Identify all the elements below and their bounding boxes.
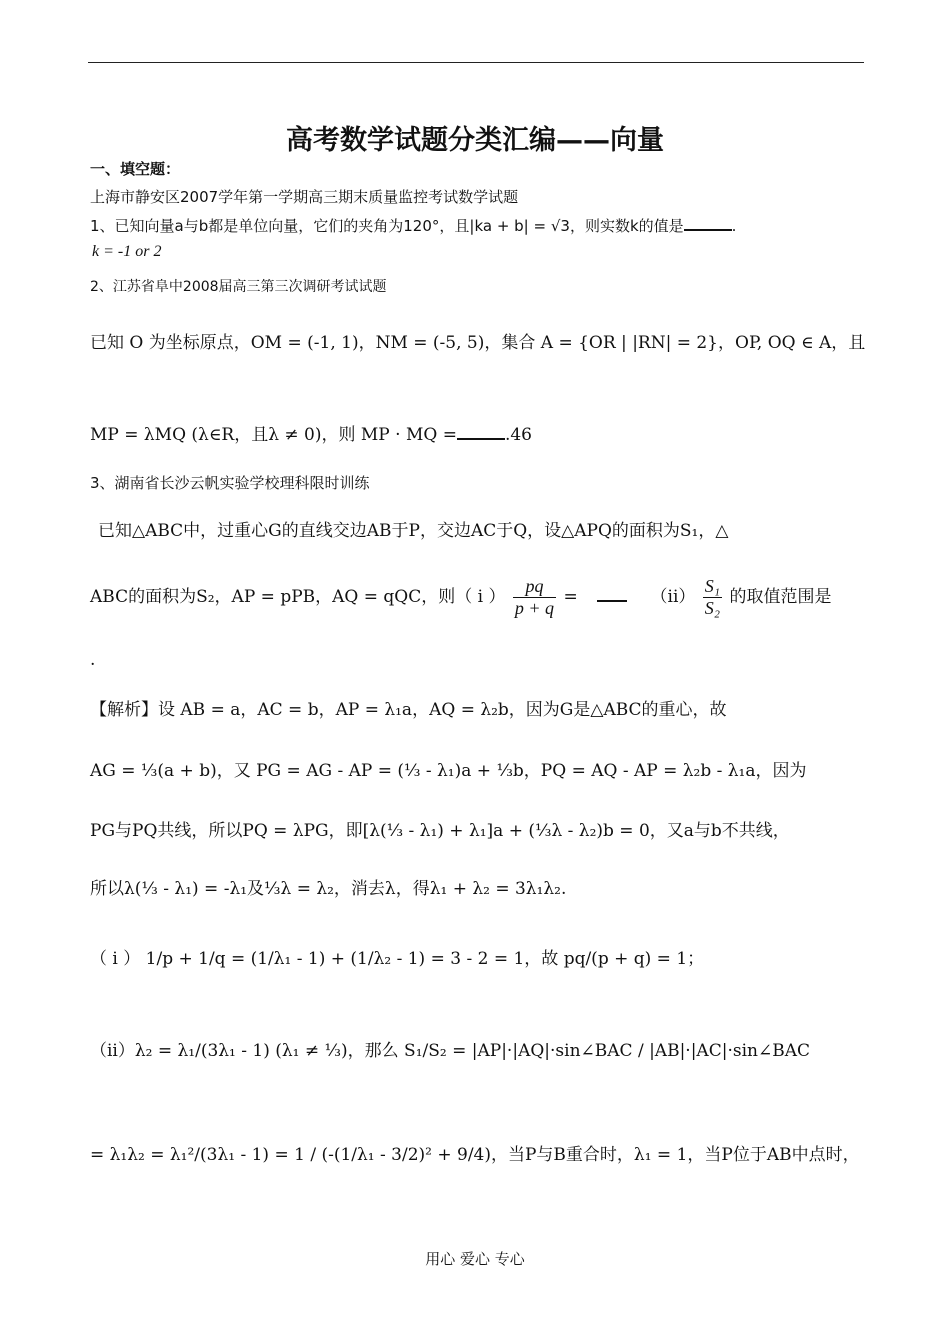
page-footer: 用心 爱心 专心 (425, 1250, 525, 1268)
section-heading: 一、填空题： (90, 160, 181, 178)
solution-line-5: （ i ） 1/p + 1/q = (1/λ₁ - 1) + (1/λ₂ - 1) = 3 - 2 = 1，故 pq/(p + q) = 1； (90, 949, 705, 969)
page-title: 高考数学试题分类汇编——向量 (286, 125, 664, 156)
question-3-heading: 3、湖南省长沙云帆实验学校理科限时训练 (90, 474, 370, 492)
solution-line-3: PG与PQ共线，所以PQ = λPG，即[λ(⅓ - λ₁) + λ₁]a + (⅓λ - λ₂)b = 0，又a与b不共线， (90, 821, 790, 841)
solution-line-1: 【解析】设 AB = a，AC = b，AP = λ₁a，AQ = λ₂b，因为G是△ABC的重心，故 (90, 700, 727, 720)
solution-line-6: （ii）λ₂ = λ₁/(3λ₁ - 1) (λ₁ ≠ ⅓)，那么 S₁/S₂ = |AP|·|AQ|·sin∠BAC / |AB|·|AC|·sin∠BAC (90, 1041, 810, 1061)
question-3-dot: . (90, 650, 96, 670)
fraction-s-numerator: S₁ (704, 576, 721, 596)
equals-sign: = (563, 587, 578, 607)
header-rule (88, 62, 864, 63)
fraction-pq (513, 576, 556, 619)
question-3-line-2 (90, 576, 831, 619)
question-2-heading: 2、江苏省阜中2008届高三第三次调研考试试题 (90, 279, 387, 295)
question-3-text-b: （ii） (650, 587, 696, 607)
answer-blank (684, 215, 732, 231)
question-3-line-1: 已知△ABC中，过重心G的直线交边AB于P，交边AC于Q，设△APQ的面积为S₁，△ (98, 521, 729, 541)
solution-line-2: AG = ⅓(a + b)，又 PG = AG - AP = (⅓ - λ₁)a + ⅓b，PQ = AQ - AP = λ₂b - λ₁a，因为 (90, 761, 807, 781)
question-1-answer: k = -1 or 2 (92, 243, 162, 260)
question-1 (90, 215, 736, 236)
fraction-s-denominator: S₂ (704, 598, 721, 618)
solution-line-7: = λ₁λ₂ = λ₁²/(3λ₁ - 1) = 1 / (-(1/λ₁ - 3/2)² + 9/4)，当P与B重合时，λ₁ = 1，当P位于AB中点时， (90, 1145, 860, 1165)
question-1-tail: . (731, 217, 737, 235)
fraction-pq-denominator: p + q (514, 598, 555, 618)
solution-line-4: 所以λ(⅓ - λ₁) = -λ₁及⅓λ = λ₂，消去λ，得λ₁ + λ₂ = 3λ₁λ₂. (90, 879, 567, 899)
question-1-text: 1、已知向量a与b都是单位向量，它们的夹角为120°，且|ka + b| = √3，则实数k的值是 (90, 217, 684, 235)
question-2-line-2 (90, 420, 532, 445)
question-2-answer: .46 (504, 425, 532, 445)
fraction-pq-numerator: pq (513, 576, 556, 598)
question-3-text-a: ABC的面积为S₂，AP = pPB，AQ = qQC，则（ i ） (90, 587, 506, 607)
question-2-line-1: 已知 O 为坐标原点，OM = (-1, 1)，NM = (-5, 5)，集合 A = {OR | |RN| = 2}，OP, OQ ∈ A，且 (90, 333, 866, 353)
question-3-text-c: 的取值范围是 (729, 587, 832, 607)
answer-blank (457, 424, 505, 440)
question-2-equation: MP = λMQ (λ∈R，且λ ≠ 0)，则 MP · MQ = (90, 425, 457, 445)
answer-blank (597, 586, 627, 602)
fraction-s1-s2 (703, 576, 722, 619)
source-line: 上海市静安区2007学年第一学期高三期末质量监控考试数学试题 (90, 188, 519, 206)
